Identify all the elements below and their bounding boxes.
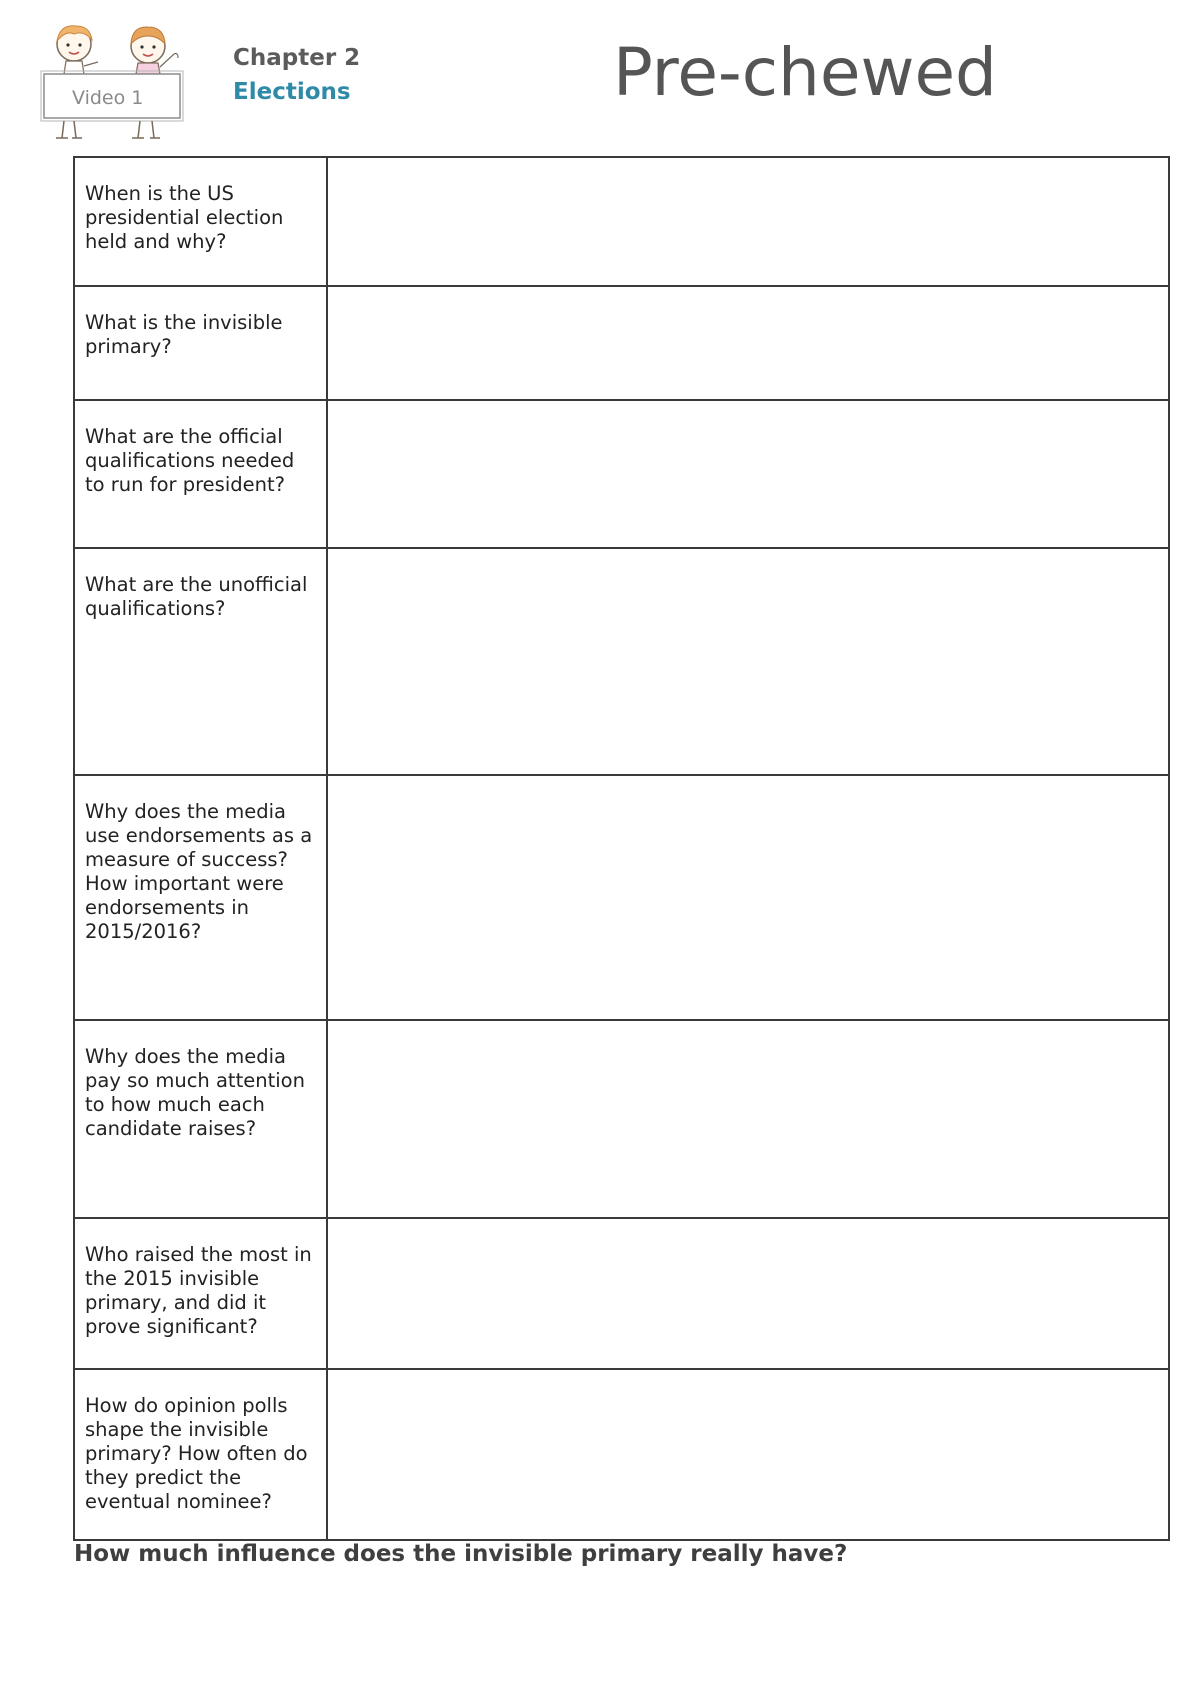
question-cell: Why does the media use endorsements as a measure of success? How important were endorsements in 2015/2016? (74, 775, 327, 1020)
answer-cell[interactable] (327, 1218, 1169, 1369)
topic-label: Elections (233, 79, 351, 105)
table-row (74, 548, 1169, 775)
answer-cell[interactable] (327, 1020, 1169, 1218)
right-kid-figure (131, 27, 178, 74)
table-row (74, 775, 1169, 1020)
question-cell: When is the US presidential election held and why? (74, 157, 327, 286)
question-cell: What is the invisible primary? (74, 286, 327, 400)
answer-cell[interactable] (327, 548, 1169, 775)
table-row (74, 286, 1169, 400)
answer-cell[interactable] (327, 775, 1169, 1020)
question-cell: What are the official qualifications needed to run for president? (74, 400, 327, 548)
answer-cell[interactable] (327, 157, 1169, 286)
video-label: Video 1 (72, 87, 144, 109)
closing-question: How much influence does the invisible primary really have? (74, 1541, 848, 1567)
answer-cell[interactable] (327, 286, 1169, 400)
table-row (74, 1218, 1169, 1369)
table-row (74, 157, 1169, 286)
question-cell: How do opinion polls shape the invisible primary? How often do they predict the eventual nominee? (74, 1369, 327, 1540)
question-cell: Why does the media pay so much attention to how much each candidate raises? (74, 1020, 327, 1218)
worksheet-title: Pre-chewed (613, 34, 997, 111)
left-kid-figure (57, 26, 98, 74)
question-answer-table (73, 156, 1170, 1541)
answer-cell[interactable] (327, 400, 1169, 548)
table-row (74, 400, 1169, 548)
question-cell: Who raised the most in the 2015 invisible primary, and did it prove significant? (74, 1218, 327, 1369)
table-row (74, 1020, 1169, 1218)
chapter-label: Chapter 2 (233, 45, 361, 71)
question-cell: What are the unofficial qualifications? (74, 548, 327, 775)
table-row (74, 1369, 1169, 1540)
answer-cell[interactable] (327, 1369, 1169, 1540)
kids-holding-sign-illustration (38, 14, 198, 142)
